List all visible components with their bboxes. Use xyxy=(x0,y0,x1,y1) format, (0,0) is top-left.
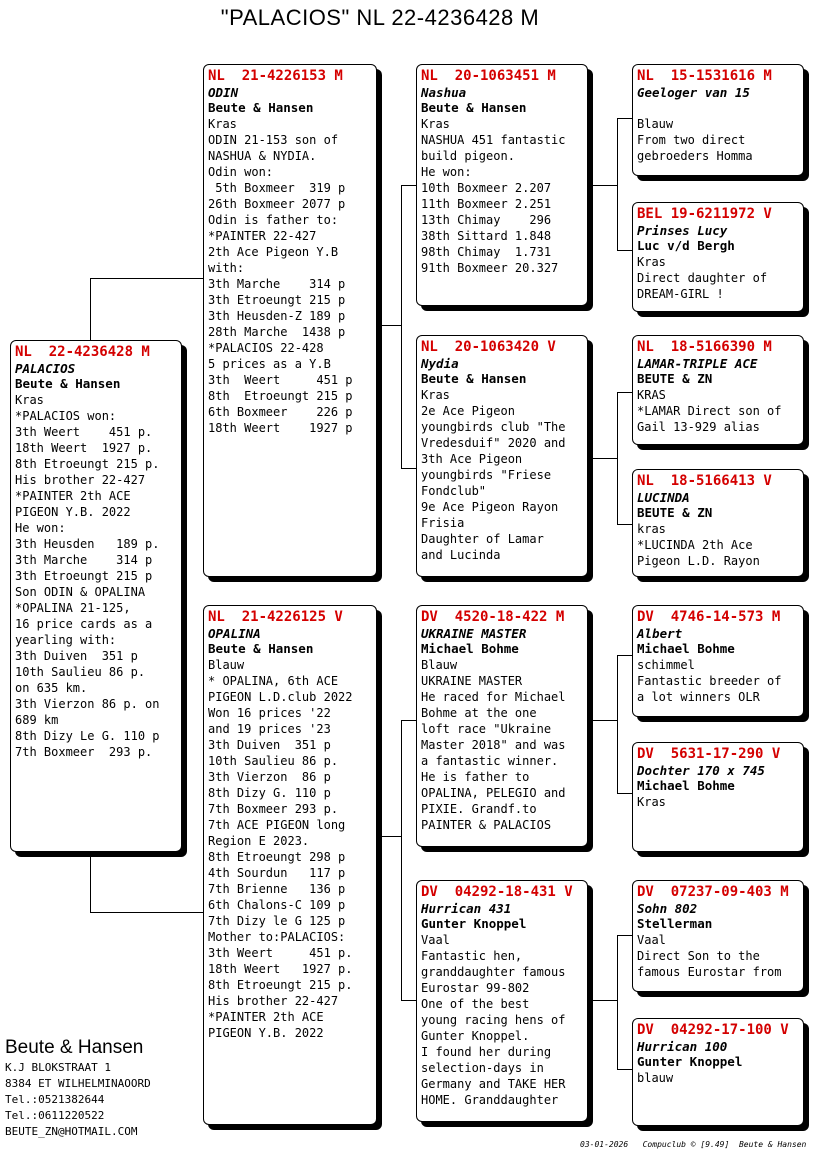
pigeon-color: Kras xyxy=(15,393,44,407)
pigeon-card-dam-sire[interactable] xyxy=(416,605,588,847)
pigeon-color: KRAS xyxy=(637,388,666,402)
pigeon-name: Hurrican 100 xyxy=(637,1039,728,1054)
pigeon-card-ssd[interactable] xyxy=(632,202,804,312)
owner-name: Stellerman xyxy=(637,916,713,931)
pigeon-card-sire-dam[interactable] xyxy=(416,335,588,577)
owner-name: Beute & Hansen xyxy=(421,371,527,386)
owner-name: Beute & Hansen xyxy=(208,100,314,115)
connector-line xyxy=(617,655,632,656)
breeder-footer xyxy=(5,1036,151,1140)
pigeon-info: *LAMAR Direct son of Gail 13-929 alias xyxy=(637,404,782,434)
pigeon-name: Prinses Lucy xyxy=(637,223,728,238)
pigeon-color: Blauw xyxy=(637,117,674,131)
owner-name: Michael Bohme xyxy=(637,641,735,656)
pigeon-name: Nydia xyxy=(421,356,459,371)
connector-line xyxy=(617,392,632,393)
connector-line xyxy=(592,1000,617,1001)
connector-line xyxy=(592,185,617,186)
owner-name: Beute & Hansen xyxy=(15,376,121,391)
connector-line xyxy=(380,836,401,837)
pigeon-info: Fantastic hen, granddaughter famous Eurostar 99-802 One of the best young racing hens of Gunter Knoppel. I found her during selection-days in Germany and TAKE HER HOME. Granddaughter xyxy=(421,949,566,1107)
pigeon-name: LUCINDA xyxy=(637,490,690,505)
owner-name: Beute & Hansen xyxy=(208,641,314,656)
connector-line xyxy=(617,118,618,250)
pigeon-card-dds[interactable] xyxy=(632,880,804,992)
connector-line xyxy=(401,468,416,469)
connector-line xyxy=(90,912,204,913)
owner-name: Michael Bohme xyxy=(421,641,519,656)
pigeon-info: Fantastic breeder of a lot winners OLR xyxy=(637,674,782,704)
ring-number: NL 15-1531616 M xyxy=(637,68,772,84)
pigeon-info: UKRAINE MASTER He raced for Michael Bohme at the one loft race "Ukraine Master 2018" and was a fantastic winner. He is father to OPALINA, PELEGIO and PIXIE. Grandf.to PAINTER & PALACIOS xyxy=(421,674,566,832)
pigeon-name: Geeloger van 15 xyxy=(637,85,750,100)
connector-line xyxy=(617,392,618,524)
ring-number: NL 20-1063451 M xyxy=(421,68,556,84)
owner-name: Gunter Knoppel xyxy=(637,1054,743,1069)
connector-line xyxy=(617,793,632,794)
pigeon-card-sds[interactable] xyxy=(632,335,804,445)
pigeon-info: From two direct gebroeders Homma xyxy=(637,133,753,163)
ring-number: DV 5631-17-290 V xyxy=(637,746,781,762)
page-title: "PALACIOS" NL 22-4236428 M xyxy=(220,5,540,30)
connector-line xyxy=(617,1069,632,1070)
ring-number: NL 22-4236428 M xyxy=(15,344,150,360)
connector-line xyxy=(90,278,91,340)
pigeon-info: Direct daughter of DREAM-GIRL ! xyxy=(637,271,768,301)
ring-number: NL 21-4226125 V xyxy=(208,609,343,625)
connector-line xyxy=(401,185,416,186)
pigeon-card-dam[interactable] xyxy=(203,605,377,1125)
connector-line xyxy=(401,1000,416,1001)
connector-line xyxy=(617,524,632,525)
pigeon-name: ODIN xyxy=(208,85,239,100)
pigeon-info: NASHUA 451 fantastic build pigeon. He won: 10th Boxmeer 2.207 11th Boxmeer 2.251 13th Chimay 296 38th Sittard 1.848 98th Chimay 1.731 91th Boxmeer 20.327 xyxy=(421,133,566,275)
pigeon-color: schimmel xyxy=(637,658,695,672)
pigeon-color: Blauw xyxy=(208,658,245,672)
connector-line xyxy=(380,325,401,326)
address-line-1: K.J BLOKSTRAAT 1 xyxy=(5,1061,111,1074)
owner-name: Luc v/d Bergh xyxy=(637,238,735,253)
owner-name: BEUTE & ZN xyxy=(637,505,713,520)
phone-2: Tel.:0611220522 xyxy=(5,1109,105,1122)
pigeon-info: 2e Ace Pigeon youngbirds club "The Vredesduif" 2020 and 3th Ace Pigeon youngbirds "Friese Fondclub" 9e Ace Pigeon Rayon Frisia Daughter of Lamar and Lucinda xyxy=(421,404,566,562)
pigeon-card-dsd[interactable] xyxy=(632,742,804,852)
pigeon-color: Kras xyxy=(421,388,450,402)
pigeon-name: LAMAR-TRIPLE ACE xyxy=(637,356,758,371)
owner-name: Michael Bohme xyxy=(637,778,735,793)
connector-line xyxy=(401,720,402,1000)
connector-line xyxy=(401,720,416,721)
pigeon-color: Kras xyxy=(637,255,666,269)
ring-number: DV 04292-18-431 V xyxy=(421,884,573,900)
pigeon-name: UKRAINE MASTER xyxy=(421,626,527,641)
email: BEUTE_ZN@HOTMAIL.COM xyxy=(5,1125,138,1138)
connector-line xyxy=(617,655,618,793)
pigeon-color: Kras xyxy=(208,117,237,131)
connector-line xyxy=(90,278,204,279)
pigeon-info: Direct Son to the famous Eurostar from xyxy=(637,949,782,979)
ring-number: DV 4746-14-573 M xyxy=(637,609,781,625)
connector-line xyxy=(592,720,617,721)
pigeon-name: PALACIOS xyxy=(15,361,76,376)
pigeon-card-subject[interactable] xyxy=(10,340,182,852)
pigeon-card-ddd[interactable] xyxy=(632,1018,804,1126)
ring-number: NL 18-5166390 M xyxy=(637,339,772,355)
pigeon-info: *LUCINDA 2th Ace Pigeon L.D. Rayon xyxy=(637,538,760,568)
connector-line xyxy=(617,935,618,1069)
ring-number: DV 04292-17-100 V xyxy=(637,1022,789,1038)
connector-line xyxy=(592,458,617,459)
pigeon-card-sire-sire[interactable] xyxy=(416,64,588,306)
pigeon-card-sire[interactable] xyxy=(203,64,377,577)
print-info: 03-01-2026 Compuclub © [9.49] Beute & Hansen xyxy=(580,1140,807,1149)
connector-line xyxy=(90,852,91,912)
pigeon-color: Vaal xyxy=(637,933,666,947)
owner-name: Gunter Knoppel xyxy=(421,916,527,931)
breeder-name: Beute & Hansen xyxy=(5,1037,144,1058)
pigeon-card-sss[interactable] xyxy=(632,64,804,176)
ring-number: DV 07237-09-403 M xyxy=(637,884,789,900)
pigeon-name: OPALINA xyxy=(208,626,261,641)
connector-line xyxy=(617,935,632,936)
owner-name: Beute & Hansen xyxy=(421,100,527,115)
pigeon-card-dam-dam[interactable] xyxy=(416,880,588,1122)
connector-line xyxy=(617,118,632,119)
address-line-2: 8384 ET WILHELMINAOORD xyxy=(5,1077,151,1090)
connector-line xyxy=(617,250,632,251)
pigeon-name: Nashua xyxy=(421,85,467,100)
ring-number: NL 21-4226153 M xyxy=(208,68,343,84)
ring-number: BEL 19-6211972 V xyxy=(637,206,772,222)
pigeon-card-sdd[interactable] xyxy=(632,469,804,577)
pigeon-name: Albert xyxy=(637,626,683,641)
owner-name xyxy=(637,100,799,116)
connector-line xyxy=(401,185,402,468)
pigeon-color: kras xyxy=(637,522,666,536)
pigeon-name: Hurrican 431 xyxy=(421,901,512,916)
pigeon-info: * OPALINA, 6th ACE PIGEON L.D.club 2022 Won 16 prices '22 and 19 prices '23 3th Duiven 351 p 10th Saulieu 86 p. 3th Vierzon 86 p 8th Dizy G. 110 p 7th Boxmeer 293 p. 7th ACE PIGEON long Region E 2023. 8th Etroeungt 298 p 4th Sourdun 117 p 7th Brienne 136 p 6th Chalons-C 109 p 7th Dizy le G 125 p Mother to:PALACIOS: 3th Weert 451 p. 18th Weert 1927 p. 8th Etroeungt 215 p. His brother 22-427 *PAINTER 2th ACE PIGEON Y.B. 2022 xyxy=(208,674,353,1040)
pigeon-name: Dochter 170 x 745 xyxy=(637,763,765,778)
owner-name: BEUTE & ZN xyxy=(637,371,713,386)
phone-1: Tel.:0521382644 xyxy=(5,1093,105,1106)
pigeon-info: ODIN 21-153 son of NASHUA & NYDIA. Odin won: 5th Boxmeer 319 p 26th Boxmeer 2077 p Odin is father to: *PAINTER 22-427 2th Ace Pigeon Y.B with: 3th Marche 314 p 3th Etroeungt 215 p 3th Heusden-Z 189 p 28th Marche 1438 p *PALACIOS 22-428 5 prices as a Y.B 3th Weert 451 p 8th Etroeungt 215 p 6th Boxmeer 226 p 18th Weert 1927 p xyxy=(208,133,353,435)
pigeon-name: Sohn 802 xyxy=(637,901,698,916)
ring-number: DV 4520-18-422 M xyxy=(421,609,565,625)
pigeon-color: Vaal xyxy=(421,933,450,947)
pigeon-color: Kras xyxy=(421,117,450,131)
pigeon-color: blauw xyxy=(637,1071,674,1085)
pigeon-color: Blauw xyxy=(421,658,458,672)
ring-number: NL 18-5166413 V xyxy=(637,473,772,489)
ring-number: NL 20-1063420 V xyxy=(421,339,556,355)
pigeon-info: *PALACIOS won: 3th Weert 451 p. 18th Weert 1927 p. 8th Etroeungt 215 p. His brother 22-427 *PAINTER 2th ACE PIGEON Y.B. 2022 He won: 3th Heusden 189 p. 3th Marche 314 p 3th Etroeungt 215 p Son ODIN & OPALINA *OPALINA 21-125, 16 price cards as a yearling with: 3th Duiven 351 p 10th Saulieu 86 p. on 635 km. 3th Vierzon 86 p. on 689 km 8th Dizy Le G. 110 p 7th Boxmeer 293 p. xyxy=(15,409,160,759)
pigeon-card-dss[interactable] xyxy=(632,605,804,717)
pigeon-color: Kras xyxy=(637,795,666,809)
